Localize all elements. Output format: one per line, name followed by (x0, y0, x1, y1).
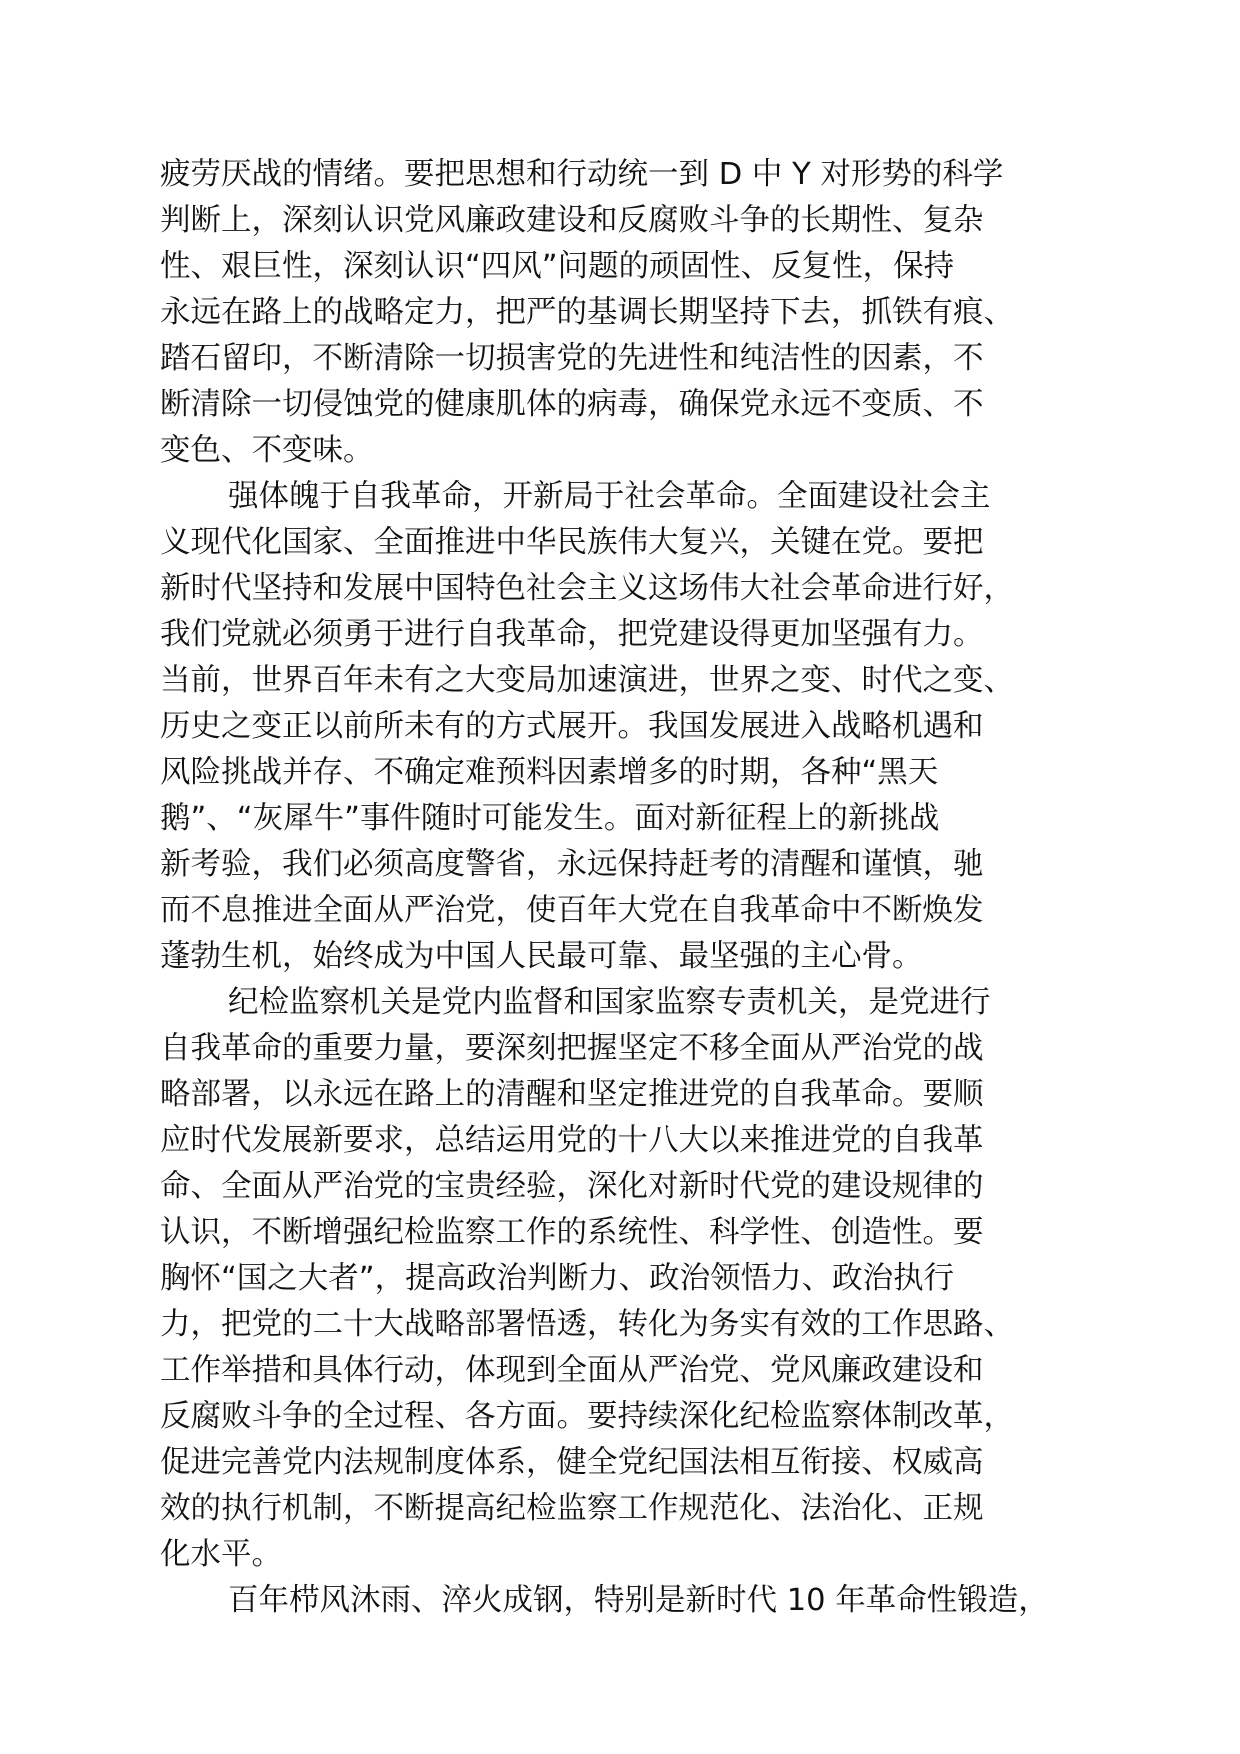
text-line: 新时代坚持和发展中国特色社会主义这场伟大社会革命进行好， (160, 571, 1014, 606)
text-line: 自我革命的重要力量，要深刻把握坚定不移全面从严治党的战 (160, 1031, 984, 1066)
text-line: 性、艰巨性，深刻认识“四风”问题的顽固性、反复性，保持 (160, 249, 955, 284)
text-line: 反腐败斗争的全过程、各方面。要持续深化纪检监察体制改革， (160, 1399, 1014, 1434)
text-line: 我们党就必须勇于进行自我革命，把党建设得更加坚强有力。 (160, 617, 984, 652)
text-line: 百年栉风沐雨、淬火成钢，特别是新时代 10 年革命性锻造， (228, 1583, 1049, 1618)
text-line: 纪检监察机关是党内监督和国家监察专责机关，是党进行 (228, 985, 991, 1020)
text-line: 踏石留印，不断清除一切损害党的先进性和纯洁性的因素，不 (160, 341, 984, 376)
text-line: 强体魄于自我革命，开新局于社会革命。全面建设社会主 (228, 479, 991, 514)
text-line: 新考验，我们必须高度警省，永远保持赶考的清醒和谨慎，驰 (160, 847, 984, 882)
text-line: 鹅”、“灰犀牛”事件随时可能发生。面对新征程上的新挑战 (160, 801, 940, 836)
text-line: 而不息推进全面从严治党，使百年大党在自我革命中不断焕发 (160, 893, 984, 928)
text-line: 略部署，以永远在路上的清醒和坚定推进党的自我革命。要顺 (160, 1077, 984, 1112)
text-line: 判断上，深刻认识党风廉政建设和反腐败斗争的长期性、复杂 (160, 203, 984, 238)
text-line: 变色、不变味。 (160, 433, 374, 468)
text-line: 历史之变正以前所未有的方式展开。我国发展进入战略机遇和 (160, 709, 984, 744)
text-line: 力，把党的二十大战略部署悟透，转化为务实有效的工作思路、 (160, 1307, 1014, 1342)
text-line: 胸怀“国之大者”，提高政治判断力、政治领悟力、政治执行 (160, 1261, 955, 1296)
text-line: 蓬勃生机，始终成为中国人民最可靠、最坚强的主心骨。 (160, 939, 923, 974)
text-line: 工作举措和具体行动，体现到全面从严治党、党风廉政建设和 (160, 1353, 984, 1388)
text-line: 风险挑战并存、不确定难预料因素增多的时期，各种“黑天 (160, 755, 939, 790)
text-line: 认识，不断增强纪检监察工作的系统性、科学性、创造性。要 (160, 1215, 984, 1250)
text-line: 断清除一切侵蚀党的健康肌体的病毒，确保党永远不变质、不 (160, 387, 984, 422)
text-line: 促进完善党内法规制度体系，健全党纪国法相互衔接、权威高 (160, 1445, 984, 1480)
text-line: 当前，世界百年未有之大变局加速演进，世界之变、时代之变、 (160, 663, 1014, 698)
text-line: 命、全面从严治党的宝贵经验，深化对新时代党的建设规律的 (160, 1169, 984, 1204)
text-line: 疲劳厌战的情绪。要把思想和行动统一到 D 中 Y 对形势的科学 (160, 157, 1004, 192)
body-text (160, 152, 1100, 1624)
text-line: 效的执行机制，不断提高纪检监察工作规范化、法治化、正规 (160, 1491, 984, 1526)
text-line: 应时代发展新要求，总结运用党的十八大以来推进党的自我革 (160, 1123, 984, 1158)
text-line: 化水平。 (160, 1537, 282, 1572)
text-line: 义现代化国家、全面推进中华民族伟大复兴，关键在党。要把 (160, 525, 984, 560)
text-line: 永远在路上的战略定力，把严的基调长期坚持下去，抓铁有痕、 (160, 295, 1014, 330)
